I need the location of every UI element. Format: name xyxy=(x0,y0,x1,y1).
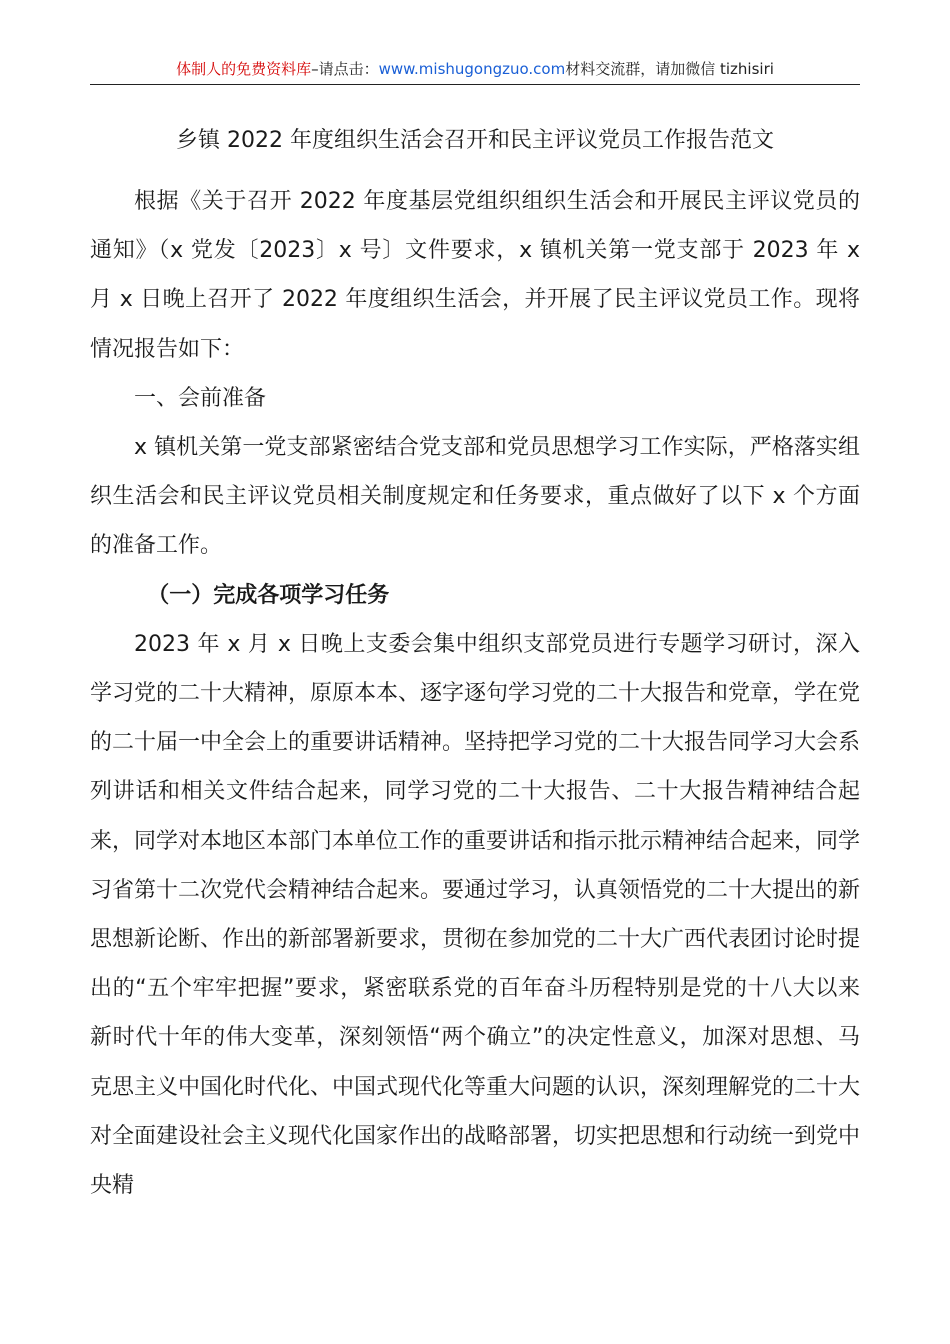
intro-paragraph: 根据《关于召开 2022 年度基层党组织组织生活会和开展民主评议党员的通知》（x 党发〔2023〕x 号〕文件要求，x 镇机关第一党支部于 2023 年 x 月 x 日晚上召开了 2022 年度组织生活会，并开展了民主评议党员工作。现将情况报告如下： xyxy=(90,189,860,362)
page-header xyxy=(90,58,860,85)
document-title: 乡镇 2022 年度组织生活会召开和民主评议党员工作报告范文 xyxy=(176,128,774,153)
header-brand: 体制人的免费资料库 xyxy=(176,60,312,78)
header-separator: –请点击： xyxy=(311,60,379,78)
header-contact-text: 材料交流群，请加微信 tizhisiri xyxy=(565,60,774,78)
subsection-paragraph-study-tasks: 2023 年 x 月 x 日晚上支委会集中组织支部党员进行专题学习研讨，深入学习党的二十大精神，原原本本、逐字逐句学习党的二十大报告和党章，学在党的二十届一中全会上的重要讲话精神。坚持把学习党的二十大报告同学习大会系列讲话和相关文件结合起来，同学习党的二十大报告、二十大报告精神结合起来，同学对本地区本部门本单位工作的重要讲话和指示批示精神结合起来，同学习省第十二次党代会精神结合起来。要通过学习，认真领悟党的二十大提出的新思想新论断、作出的新部署新要求，贯彻在参加党的二十大广西代表团讨论时提出的“五个牢牢把握”要求，紧密联系党的百年奋斗历程特别是党的十八大以来新时代十年的伟大变革，深刻领悟“两个确立”的决定性意义，加深对思想、马克思主义中国化时代化、中国式现代化等重大问题的认识，深刻理解党的二十大对全面建设社会主义现代化国家作出的战略部署，切实把思想和行动统一到党中央精 xyxy=(90,631,861,1199)
section-heading-preparation: 一、会前准备 xyxy=(134,385,267,411)
subsection-heading-study-tasks: （一）完成各项学习任务 xyxy=(147,582,390,608)
header-url-link[interactable]: www.mishugongzuo.com xyxy=(378,60,566,78)
section-paragraph-preparation: x 镇机关第一党支部紧密结合党支部和党员思想学习工作实际，严格落实组织生活会和民主评议党员相关制度规定和任务要求，重点做好了以下 x 个方面的准备工作。 xyxy=(90,435,860,559)
document-body xyxy=(90,116,860,1210)
